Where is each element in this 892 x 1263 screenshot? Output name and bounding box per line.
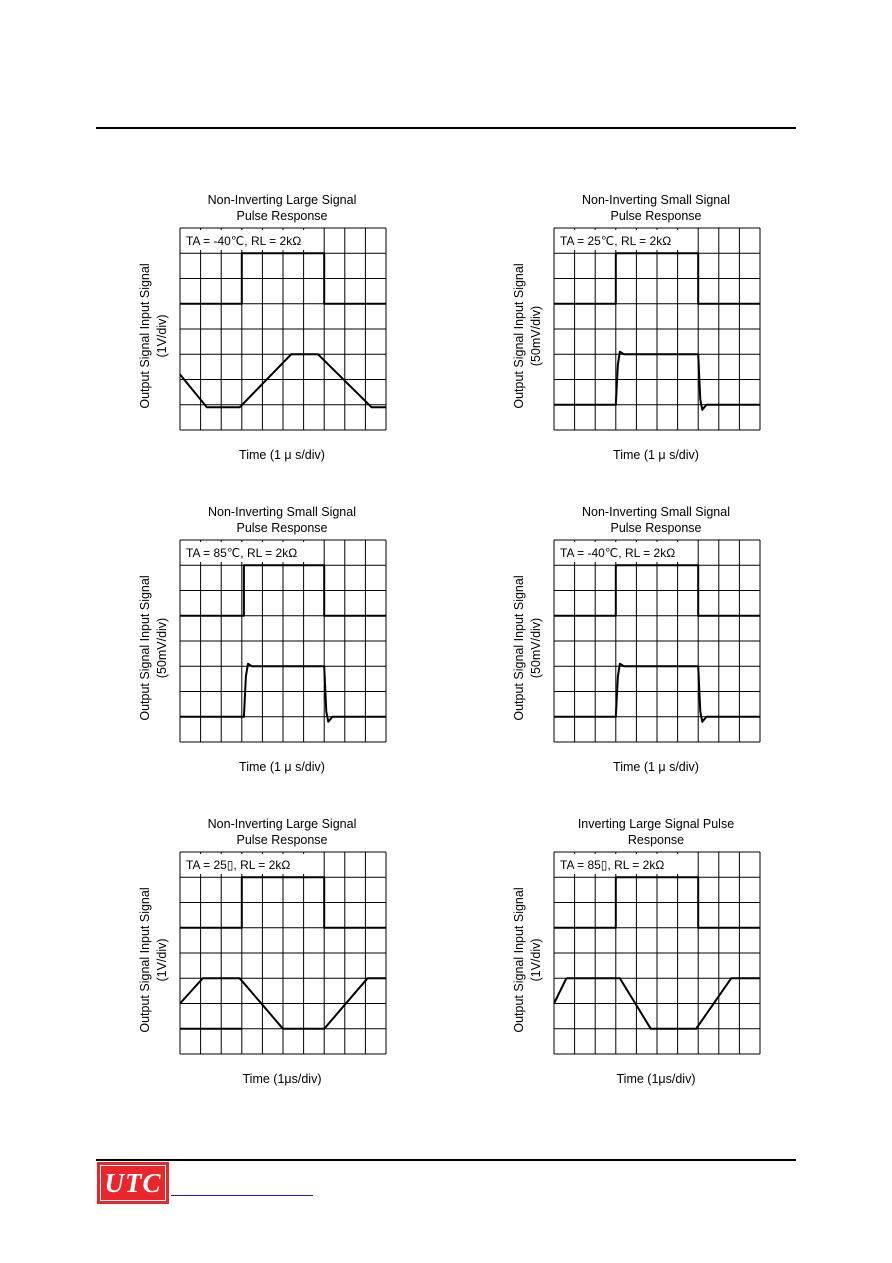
x-axis-label: Time (1μs/div) — [242, 1072, 322, 1086]
chart-title — [177, 504, 387, 536]
y-axis-label: (1V/div) — [529, 938, 543, 982]
test-condition-label: TA = 85▯, RL = 2kΩ — [560, 858, 665, 872]
x-axis-label: Time (1 μ s/div) — [239, 760, 325, 774]
test-condition-label: TA = 85℃, RL = 2kΩ — [186, 546, 298, 560]
y-axis-labels — [509, 858, 549, 1063]
output-signal-trace — [554, 978, 566, 1003]
chart-panel — [509, 816, 769, 1106]
chart-panel — [509, 504, 769, 794]
y-axis-labels — [509, 234, 549, 439]
chart-title-line: Non-Inverting Large Signal — [207, 817, 357, 831]
x-axis-label: Time (1μs/div) — [616, 1072, 696, 1086]
test-condition-label: TA = 25▯, RL = 2kΩ — [186, 858, 291, 872]
x-axis-label: Time (1 μ s/div) — [613, 448, 699, 462]
logo-border — [100, 1165, 166, 1201]
header-rule — [96, 127, 796, 129]
chart-panel — [135, 816, 395, 1106]
chart-title — [551, 816, 761, 848]
plot-area — [180, 852, 386, 1054]
y-axis-label: (1V/div) — [155, 314, 169, 358]
test-condition-label: TA = 25℃, RL = 2kΩ — [560, 234, 672, 248]
test-condition-label: TA = -40℃, RL = 2kΩ — [560, 546, 676, 560]
y-axis-label: Output Signal Input Signal — [512, 575, 526, 721]
footer-rule — [96, 1159, 796, 1161]
logo-text: UTC — [104, 1168, 162, 1198]
chart-title-line: Pulse Response — [236, 521, 328, 535]
chart-title-line: Pulse Response — [610, 209, 702, 223]
y-axis-label: (50mV/div) — [529, 617, 543, 679]
footer-link-underline[interactable] — [171, 1195, 313, 1196]
chart-title-line: Pulse Response — [236, 833, 328, 847]
chart-title-line: Pulse Response — [610, 521, 702, 535]
chart-title-line: Non-Inverting Small Signal — [582, 193, 730, 207]
utc-logo — [97, 1162, 169, 1204]
y-axis-label: Output Signal Input Signal — [138, 887, 152, 1033]
plot-area — [180, 540, 386, 742]
chart-title — [551, 192, 761, 224]
y-axis-label: (50mV/div) — [155, 617, 169, 679]
x-axis-label: Time (1 μ s/div) — [239, 448, 325, 462]
plot-area — [554, 228, 760, 430]
y-axis-labels — [135, 858, 175, 1063]
chart-title-line: Response — [627, 833, 685, 847]
chart-title — [551, 504, 761, 536]
test-condition-label: TA = -40℃, RL = 2kΩ — [186, 234, 302, 248]
y-axis-label: Output Signal Input Signal — [512, 263, 526, 409]
plot-area — [180, 228, 386, 430]
chart-panel — [135, 504, 395, 794]
chart-title-line: Inverting Large Signal Pulse — [577, 817, 735, 831]
y-axis-labels — [509, 546, 549, 751]
y-axis-label: Output Signal Input Signal — [512, 887, 526, 1033]
y-axis-label: Output Signal Input Signal — [138, 263, 152, 409]
y-axis-labels — [135, 546, 175, 751]
chart-title — [177, 816, 387, 848]
chart-title — [177, 192, 387, 224]
plot-area — [554, 852, 760, 1054]
chart-title-line: Non-Inverting Small Signal — [208, 505, 356, 519]
plot-area — [554, 540, 760, 742]
y-axis-labels — [135, 234, 175, 439]
chart-title-line: Non-Inverting Small Signal — [582, 505, 730, 519]
y-axis-label: Output Signal Input Signal — [138, 575, 152, 721]
x-axis-label: Time (1 μ s/div) — [613, 760, 699, 774]
chart-title-line: Non-Inverting Large Signal — [207, 193, 357, 207]
chart-panel — [509, 192, 769, 482]
chart-title-line: Pulse Response — [236, 209, 328, 223]
y-axis-label: (1V/div) — [155, 938, 169, 982]
chart-panel — [135, 192, 395, 482]
y-axis-label: (50mV/div) — [529, 305, 543, 367]
